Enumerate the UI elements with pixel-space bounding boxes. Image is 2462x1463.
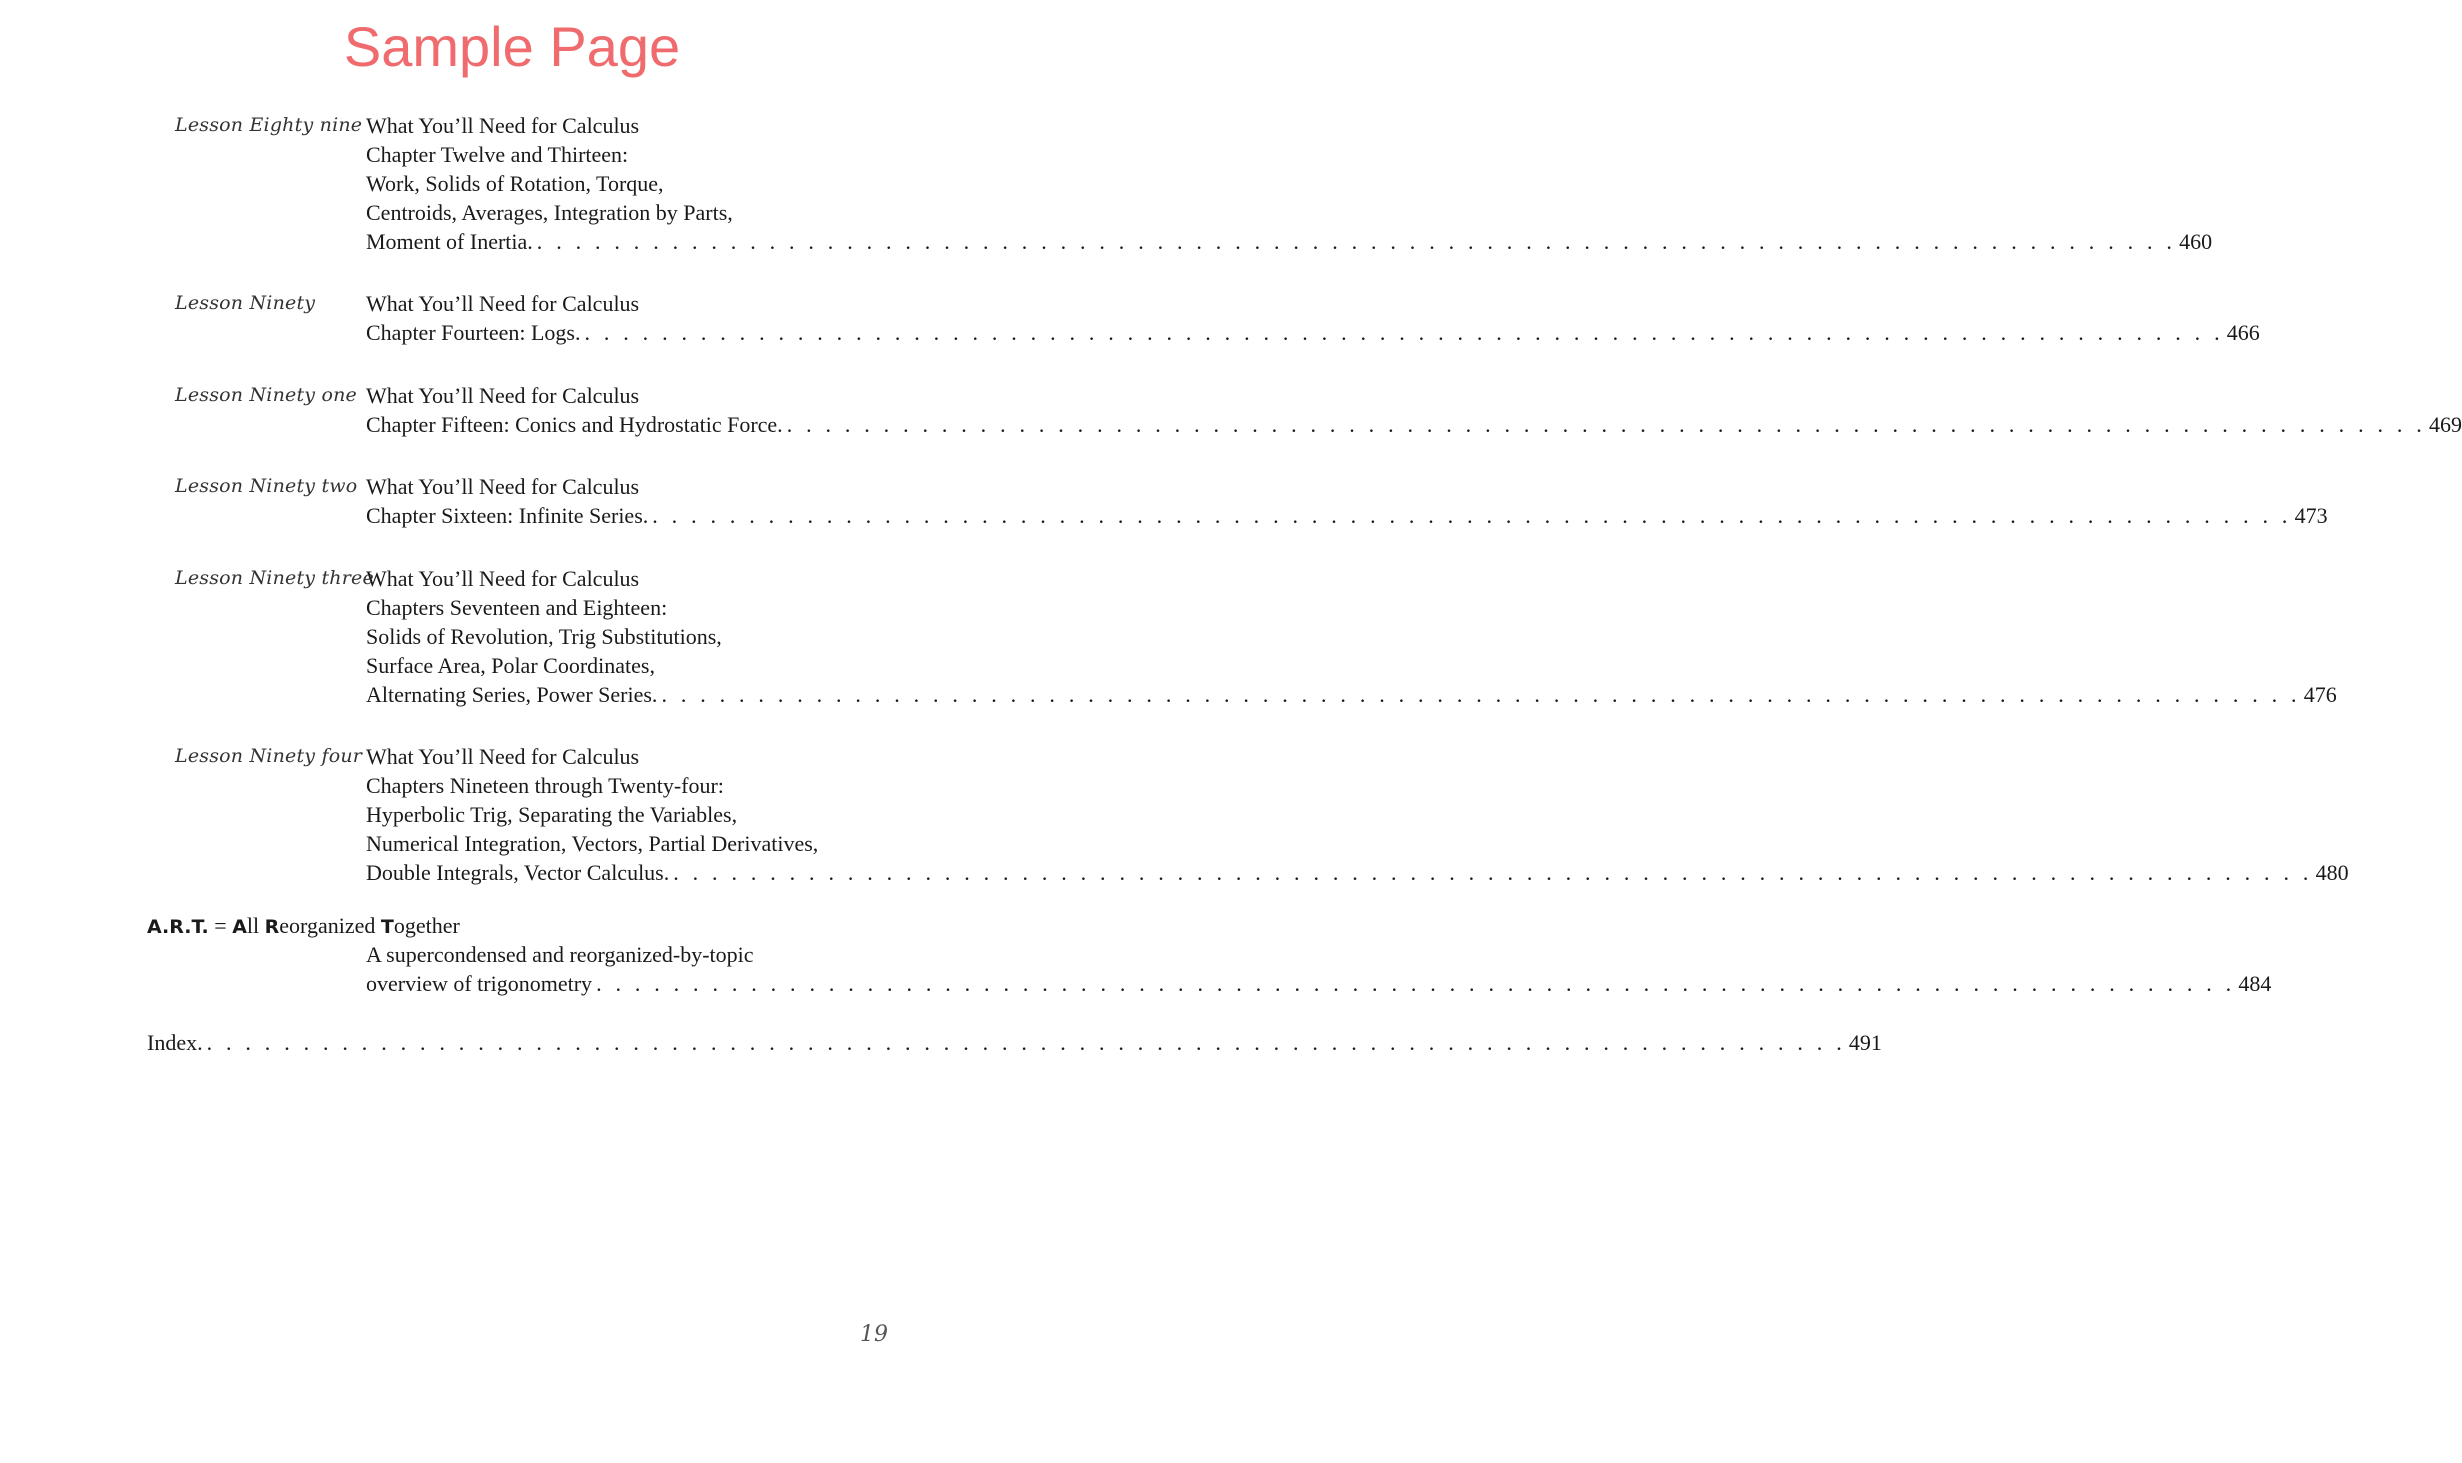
page-ref[interactable]: 491 (1848, 1030, 1882, 1055)
lesson-label: Lesson Ninety (175, 292, 316, 314)
description-line: Surface Area, Polar Coordinates, (366, 653, 655, 678)
dot-leader: . . . . . . . . . . . . . . . . . . . . . . . . . . . . . . . . . . . . . . . . . . . . . . . . . . . . . . . . . . . . . . . . . . . . . . . . . . . . . . . . . . . . . (786, 412, 2426, 437)
description-line: Chapters Nineteen through Twenty-four: (366, 773, 724, 798)
art-equals: = (208, 913, 233, 938)
page-ref[interactable]: 480 (2315, 860, 2349, 885)
leader-line (366, 501, 2328, 530)
entry-description (366, 289, 2260, 347)
description-line: What You’ll Need for Calculus (366, 566, 640, 591)
page-ref[interactable]: 469 (2429, 412, 2462, 437)
index-label: Index. (147, 1030, 203, 1055)
description-line: Work, Solids of Rotation, Torque, (366, 171, 664, 196)
description-line: What You’ll Need for Calculus (366, 291, 640, 316)
dot-leader: . . . . . . . . . . . . . . . . . . . . . . . . . . . . . . . . . . . . . . . . . . . . . . . . . . . . . . . . . . . . . . . . . . . . . . . . . . . . . . . . . . . . . (536, 229, 2177, 254)
lesson-label: Lesson Ninety four (175, 745, 363, 767)
entry-description (366, 472, 2328, 530)
leader-line (366, 227, 2213, 256)
description-line: Chapter Sixteen: Infinite Series. (366, 503, 649, 528)
description-line: Centroids, Averages, Integration by Parts, (366, 200, 733, 225)
page-ref[interactable]: 476 (2303, 682, 2337, 707)
art-word-rest: ogether (393, 913, 460, 938)
art-abbreviation: A.R.T. (147, 916, 209, 938)
description-line: Chapters Seventeen and Eighteen: (366, 595, 668, 620)
description-line: overview of trigonometry (366, 971, 593, 996)
entry-description (366, 564, 2337, 709)
page-ref[interactable]: 484 (2238, 971, 2272, 996)
description-line: Solids of Revolution, Trig Substitutions, (366, 624, 722, 649)
art-word-rest: ll (246, 913, 265, 938)
entry-description (366, 381, 2462, 439)
lesson-label: Lesson Ninety three (175, 567, 374, 589)
page-ref[interactable]: 460 (2179, 229, 2213, 254)
leader-line (366, 680, 2337, 709)
leader-line (366, 969, 2272, 998)
art-initial: T (380, 916, 394, 938)
dot-leader: . . . . . . . . . . . . . . . . . . . . . . . . . . . . . . . . . . . . . . . . . . . . . . . . . . . . . . . . . . . . . . . . . . . . . . . . . . . . . . . . . . . . . (584, 320, 2224, 345)
dot-leader: . . . . . . . . . . . . . . . . . . . . . . . . . . . . . . . . . . . . . . . . . . . . . . . . . . . . . . . . . . . . . . . . . . . . . . . . . . . . . . . . . . . . . (652, 503, 2292, 528)
art-initial: R (264, 916, 280, 938)
page-number: 19 (860, 1322, 888, 1347)
dot-leader: . . . . . . . . . . . . . . . . . . . . . . . . . . . . . . . . . . . . . . . . . . . . . . . . . . . . . . . . . . . . . . . . . . . . . . . . . . . . . . . . . . . . . (596, 971, 2236, 996)
description-line: Hyperbolic Trig, Separating the Variables, (366, 802, 738, 827)
dot-leader: . . . . . . . . . . . . . . . . . . . . . . . . . . . . . . . . . . . . . . . . . . . . . . . . . . . . . . . . . . . . . . . . . . . . . . . . . . . . . . . . . . . . . (661, 682, 2301, 707)
leader-line (366, 858, 2349, 887)
art-initial: A (232, 916, 247, 938)
leader-line (366, 318, 2260, 347)
description-line: What You’ll Need for Calculus (366, 744, 640, 769)
dot-leader: . . . . . . . . . . . . . . . . . . . . . . . . . . . . . . . . . . . . . . . . . . . . . . . . . . . . . . . . . . . . . . . . . . . . . . . . . . . . . . . . . . . . . (206, 1030, 1846, 1055)
description-line: Alternating Series, Power Series. (366, 682, 658, 707)
art-word-rest: eorganized (279, 913, 381, 938)
art-heading (147, 911, 887, 942)
lesson-label: Lesson Ninety two (175, 475, 358, 497)
page-ref[interactable]: 473 (2294, 503, 2328, 528)
description-line: Numerical Integration, Vectors, Partial Derivatives, (366, 831, 819, 856)
description-line: What You’ll Need for Calculus (366, 474, 640, 499)
description-line: Chapter Twelve and Thirteen: (366, 142, 629, 167)
toc-entry-index (147, 1028, 1882, 1057)
sample-page-watermark: Sample Page (343, 15, 681, 78)
page-ref[interactable]: 466 (2226, 320, 2260, 345)
description-line: What You’ll Need for Calculus (366, 383, 640, 408)
description-line: Chapter Fifteen: Conics and Hydrostatic Force. (366, 412, 783, 437)
description-line: What You’ll Need for Calculus (366, 113, 640, 138)
entry-description (366, 742, 2349, 887)
entry-description (366, 111, 2213, 256)
dot-leader: . . . . . . . . . . . . . . . . . . . . . . . . . . . . . . . . . . . . . . . . . . . . . . . . . . . . . . . . . . . . . . . . . . . . . . . . . . . . . . . . . . . . . (673, 860, 2313, 885)
lesson-label: Lesson Ninety one (175, 384, 357, 406)
leader-line (366, 410, 2462, 439)
description-line: Moment of Inertia. (366, 229, 533, 254)
description-line: Chapter Fourteen: Logs. (366, 320, 581, 345)
description-line: A supercondensed and reorganized-by-topic (366, 942, 754, 967)
entry-description (366, 940, 2272, 998)
description-line: Double Integrals, Vector Calculus. (366, 860, 670, 885)
lesson-label: Lesson Eighty nine (175, 114, 363, 136)
